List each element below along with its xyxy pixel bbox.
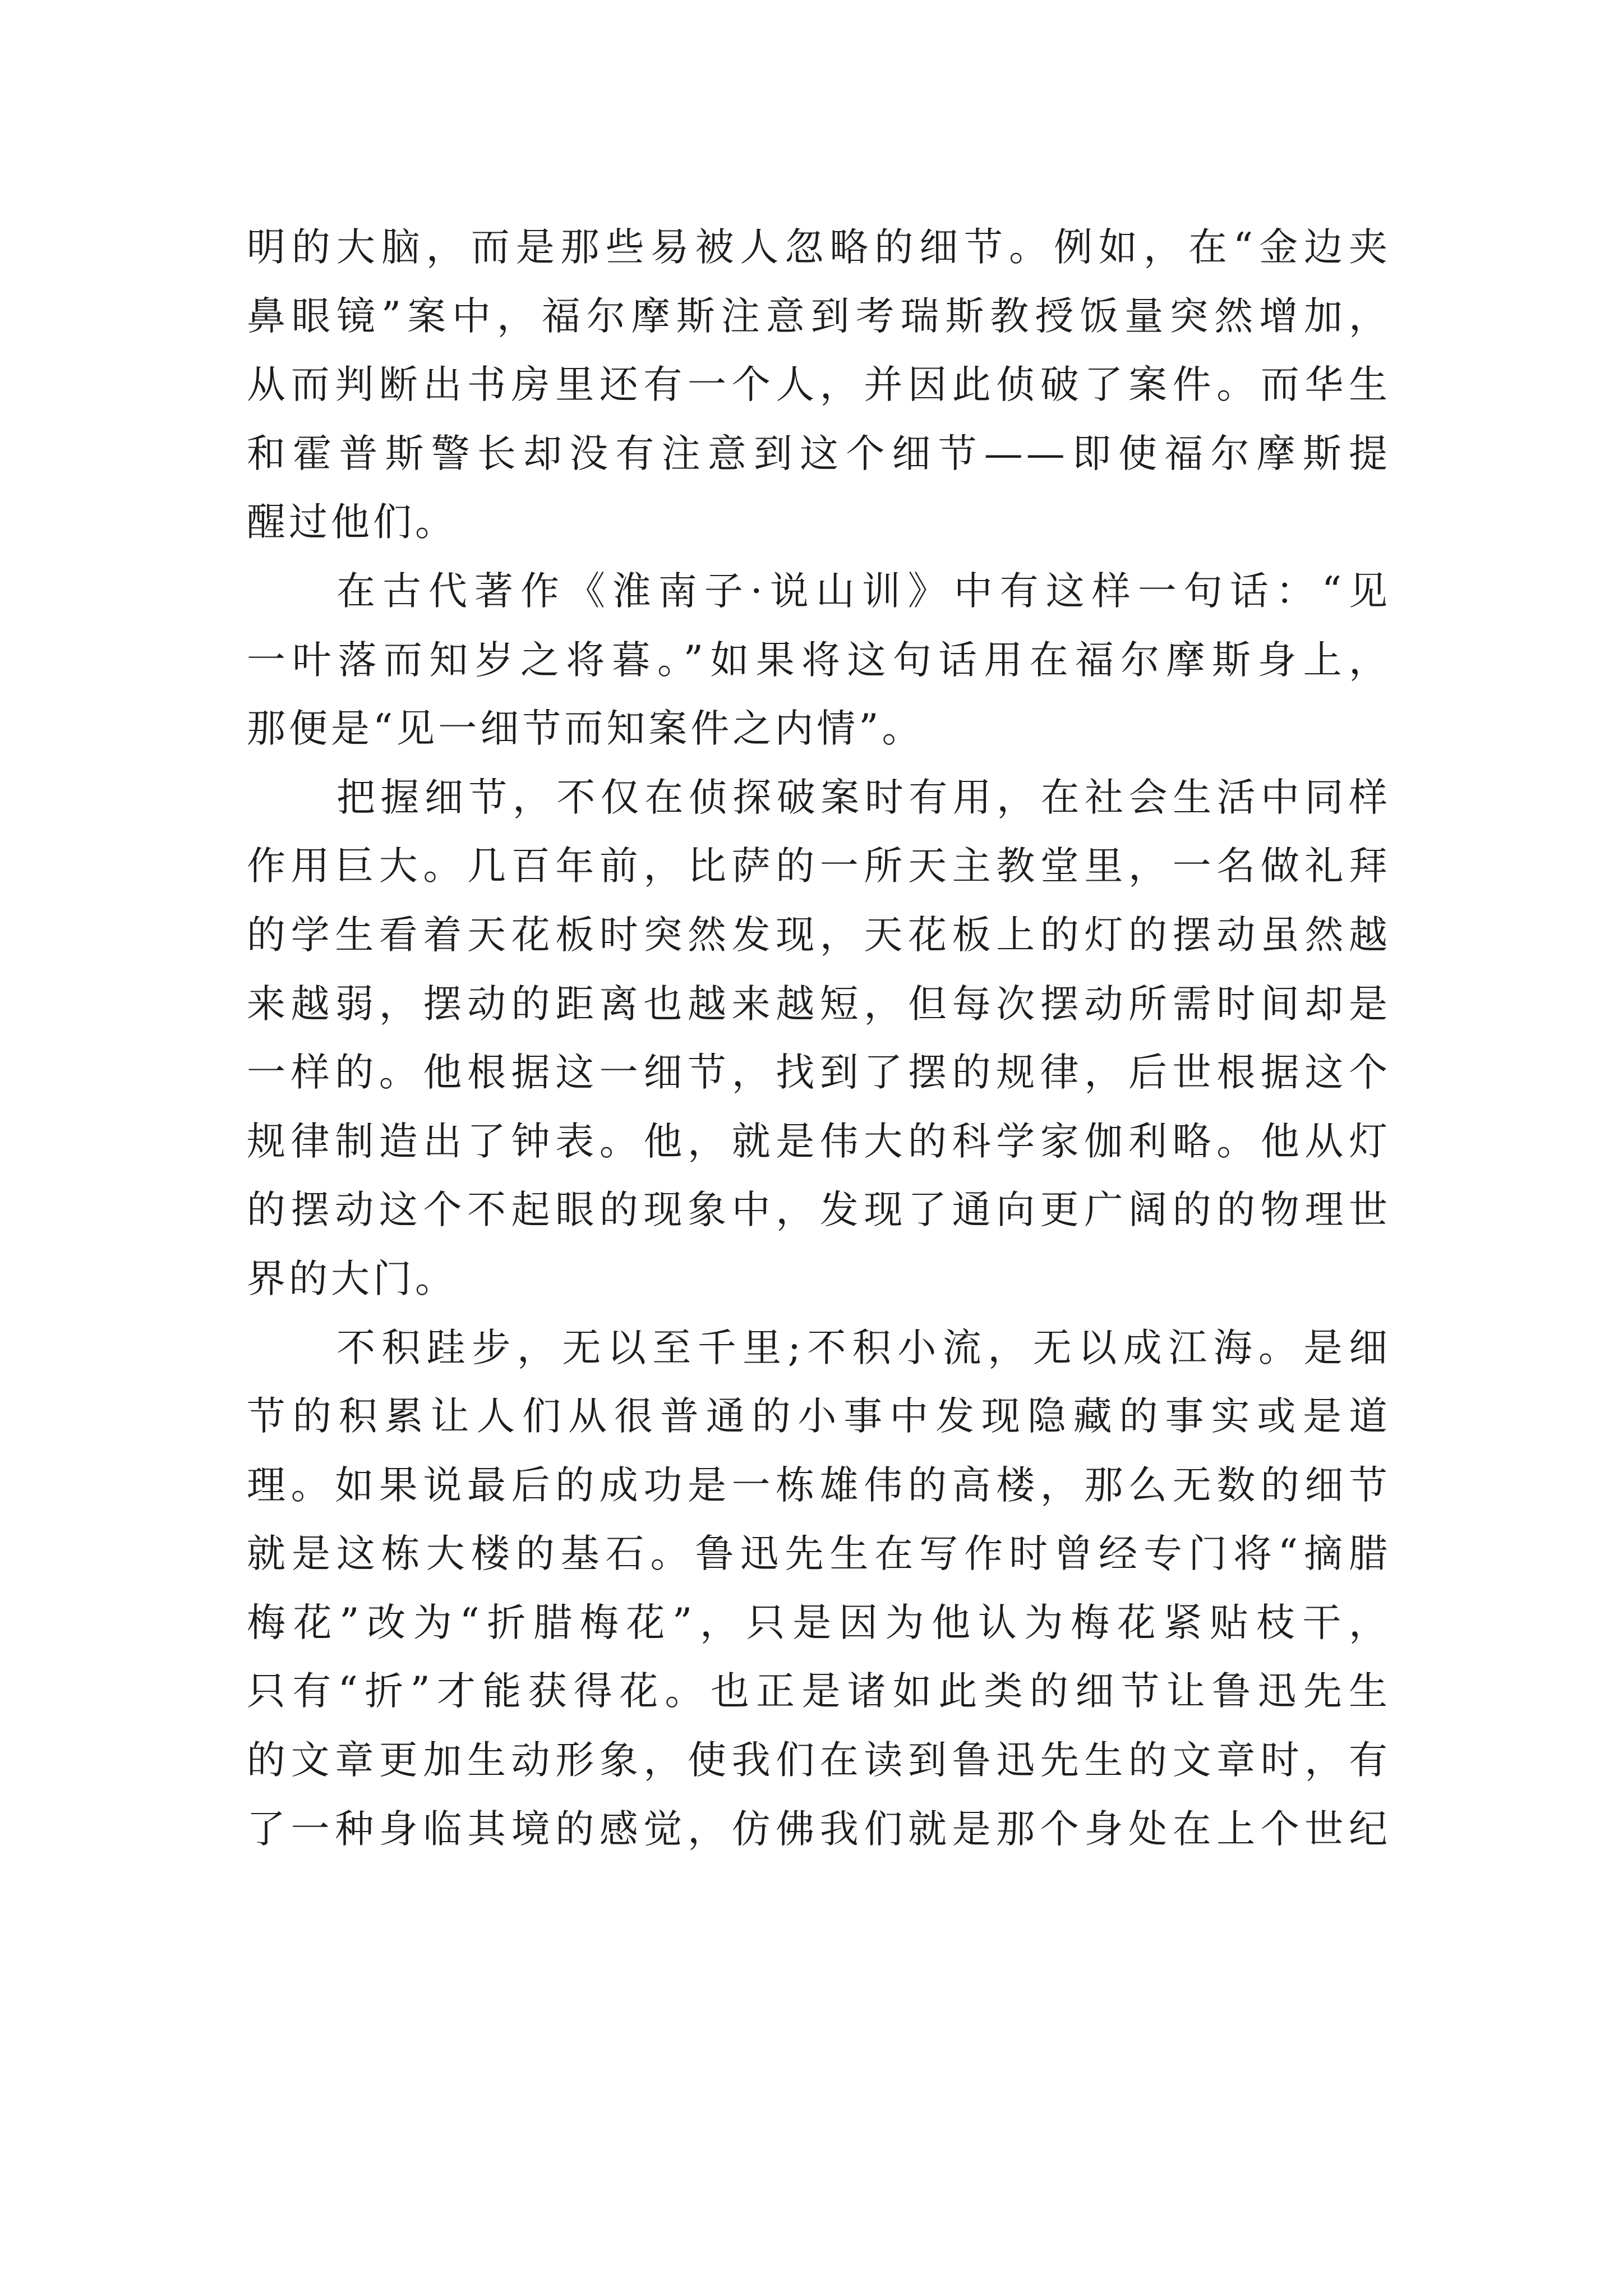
text-line: 了一种身临其境的感觉，仿佛我们就是那个身处在上个世纪: [247, 1806, 1391, 1852]
text-line: 节的积累让人们从很普通的小事中发现隐藏的事实或是道: [247, 1394, 1391, 1439]
text-line: 明的大脑，而是那些易被人忽略的细节。例如，在“金边夹: [247, 225, 1391, 270]
paragraph-first-line: 在古代著作《淮南子·说山训》中有这样一句话：“见: [336, 568, 1391, 614]
text-line: 来越弱，摆动的距离也越来越短，但每次摆动所需时间却是: [247, 981, 1391, 1027]
text-line: 就是这栋大楼的基石。鲁迅先生在写作时曾经专门将“摘腊: [247, 1531, 1391, 1577]
text-line: 理。如果说最后的成功是一栋雄伟的高楼，那么无数的细节: [247, 1462, 1391, 1508]
text-line: 的摆动这个不起眼的现象中，发现了通向更广阔的的物理世: [247, 1188, 1391, 1233]
text-line: 鼻眼镜”案中，福尔摩斯注意到考瑞斯教授饭量突然增加，: [247, 293, 1391, 339]
text-line: 界的大门。: [247, 1256, 457, 1301]
text-line: 梅花”改为“折腊梅花”，只是因为他认为梅花紧贴枝干，: [247, 1600, 1391, 1645]
text-line: 醒过他们。: [247, 500, 457, 545]
text-line: 规律制造出了钟表。他，就是伟大的科学家伽利略。他从灯: [247, 1119, 1391, 1164]
paragraph-first-line: 把握细节，不仅在侦探破案时有用，在社会生活中同样: [336, 775, 1391, 820]
text-line: 一叶落而知岁之将暮。”如果将这句话用在福尔摩斯身上，: [247, 637, 1391, 683]
text-line: 只有“折”才能获得花。也正是诸如此类的细节让鲁迅先生: [247, 1669, 1391, 1714]
text-line: 从而判断出书房里还有一个人，并因此侦破了案件。而华生: [247, 362, 1391, 408]
paragraph-first-line: 不积跬步，无以至千里;不积小流，无以成江海。是细: [336, 1325, 1391, 1370]
text-line: 和霍普斯警长却没有注意到这个细节——即使福尔摩斯提: [247, 431, 1391, 476]
text-line: 的学生看着天花板时突然发现，天花板上的灯的摆动虽然越: [247, 912, 1391, 958]
text-line: 一样的。他根据这一细节，找到了摆的规律，后世根据这个: [247, 1050, 1391, 1096]
text-line: 那便是“见一细节而知案件之内情”。: [247, 706, 924, 752]
text-line: 的文章更加生动形象，使我们在读到鲁迅先生的文章时，有: [247, 1738, 1391, 1783]
body-text: [247, 213, 1391, 1864]
text-line: 作用巨大。几百年前，比萨的一所天主教堂里，一名做礼拜: [247, 844, 1391, 889]
